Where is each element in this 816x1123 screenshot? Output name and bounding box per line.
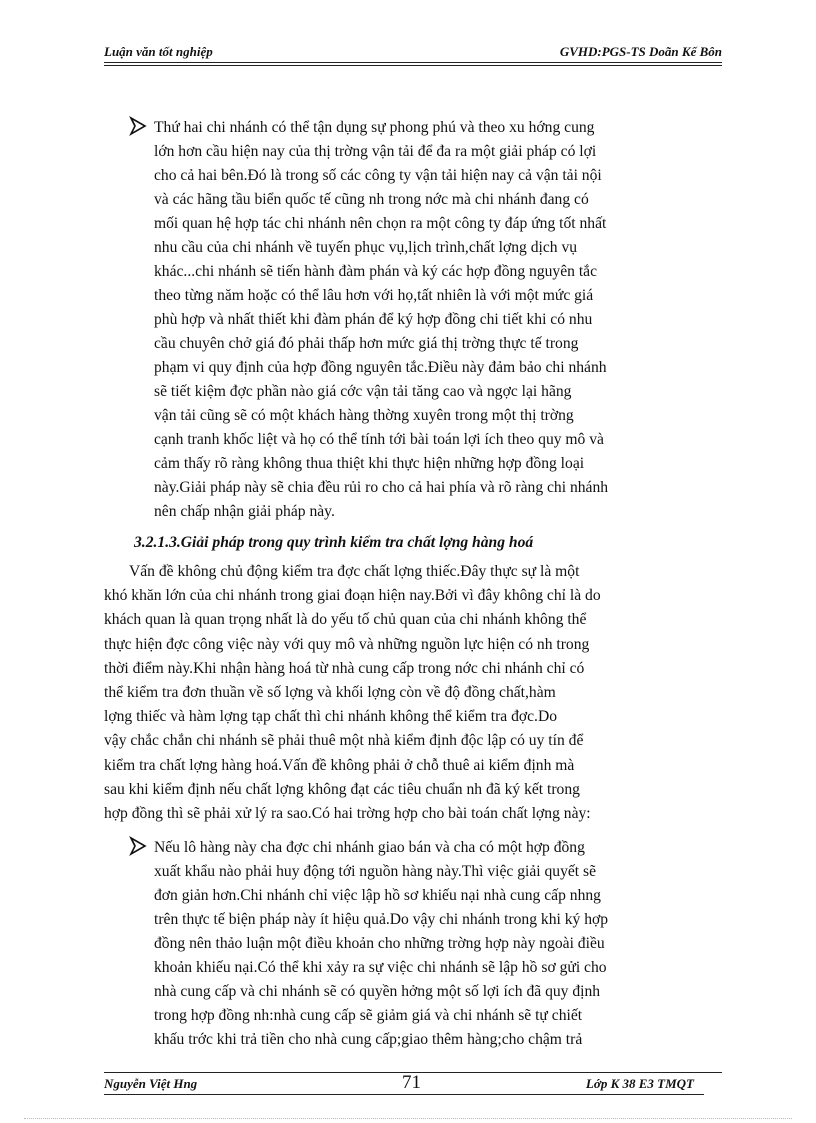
- text-line: trong hợp đồng nh:nhà cung cấp sẽ giảm giá và chi nhánh sẽ tự chiết: [154, 1007, 583, 1025]
- text-line: đồng nên thảo luận một điều khoản cho những trờng hợp này ngoài điều: [154, 935, 605, 953]
- text-line: cầu chuyên chở giá đó phải thấp hơn mức giá thị trờng thực tế trong: [154, 335, 579, 352]
- header-left-text: Luận văn tốt nghiệp: [104, 44, 213, 59]
- text-line: Thứ hai chi nhánh có thể tận dụng sự phong phú và theo xu hớng cung: [154, 119, 595, 136]
- text-line: khách quan là quan trọng nhất là do yếu tố chủ quan của chi nhánh không thể: [104, 611, 587, 629]
- text-line: mối quan hệ hợp tác chi nhánh nên chọn ra một công ty đáp ứng tốt nhất: [154, 215, 607, 232]
- text-line: cảm thấy rõ ràng không thua thiệt khi thực hiện những hợp đồng loại: [154, 455, 585, 472]
- text-line: nhu cầu của chi nhánh về tuyến phục vụ,lịch trình,chất lợng dịch vụ: [154, 239, 578, 256]
- text-line: khấu trớc khi trả tiền cho nhà cung cấp;giao thêm hàng;cho chậm trả: [154, 1031, 583, 1049]
- header-divider: [104, 62, 722, 63]
- text-line: này.Giải pháp này sẽ chia đều rủi ro cho cả hai phía và rõ ràng chi nhánh: [154, 479, 609, 496]
- page-number: 71: [402, 1072, 421, 1093]
- text-line: phù hợp và nhất thiết khi đàm phán để ký hợp đồng chi tiết khi có nhu: [154, 311, 593, 328]
- text-line: cạnh tranh khốc liệt và họ có thể tính tới bài toán lợi ích theo quy mô và: [154, 431, 604, 448]
- text-line: phạm vi quy định của hợp đồng nguyên tắc.Điều này đảm bảo chi nhánh: [154, 359, 607, 376]
- text-line: hợp đồng thì sẽ phải xử lý ra sao.Có hai trờng hợp cho bài toán chất lợng này:: [104, 805, 591, 823]
- text-line: khác...chi nhánh sẽ tiến hành đàm phán và ký các hợp đồng nguyên tắc: [154, 263, 597, 280]
- text-line: lớn hơn cầu hiện nay của thị trờng vận tải để đa ra một giải pháp có lợi: [154, 143, 597, 160]
- text-line: sẽ tiết kiệm đợc phần nào giá cớc vận tải tăng cao và ngợc lại hãng: [154, 383, 572, 400]
- header-divider-secondary: [104, 65, 722, 66]
- text-line: cho cả hai bên.Đó là trong số các công ty vận tải hiện nay cả vận tải nội: [154, 167, 602, 184]
- header-right-text: GVHD:PGS-TS Doãn Kế Bôn: [559, 44, 722, 59]
- footer-divider-secondary: [104, 1094, 704, 1095]
- section-heading: 3.2.1.3.Giải pháp trong quy trình kiểm tra chất lợng hàng hoá: [134, 534, 534, 551]
- arrow-bullet-icon: [129, 836, 147, 856]
- text-line: trên thực tế biện pháp này ít hiệu quả.Do vậy chi nhánh trong khi ký hợp: [154, 911, 609, 929]
- arrow-bullet-icon: [129, 116, 147, 136]
- text-line: nên chấp nhận giải pháp này.: [154, 503, 335, 520]
- footer-class: Lớp K 38 E3 TMQT: [585, 1076, 694, 1091]
- text-line: Nếu lô hàng này cha đợc chi nhánh giao bán và cha có một hợp đồng: [154, 839, 585, 857]
- text-line: lợng thiếc và hàm lợng tạp chất thì chi nhánh không thể kiểm tra đợc.Do: [104, 708, 558, 726]
- text-line: khó khăn lớn của chi nhánh trong giai đoạn hiện nay.Bởi vì đây không chỉ là do: [104, 587, 601, 605]
- text-line: thể kiểm tra đơn thuần về số lợng và khối lợng còn về độ đồng chất,hàm: [104, 684, 556, 702]
- text-line: nhà cung cấp và chi nhánh sẽ có quyền hởng một số lợi ích đã quy định: [154, 983, 601, 1001]
- text-line: Vấn đề không chủ động kiểm tra đợc chất lợng thiếc.Đây thực sự là một: [129, 563, 580, 580]
- footer-author: Nguyễn Việt Hng: [104, 1076, 198, 1091]
- page-content: [104, 116, 724, 1052]
- text-line: vận tải cũng sẽ có một khách hàng thờng xuyên trong một thị trờng: [154, 407, 574, 424]
- text-line: và các hãng tầu biển quốc tế cũng nh trong nớc mà chi nhánh đang có: [154, 191, 589, 208]
- text-line: thực hiện đợc công việc này với quy mô và những nguồn lực hiện có nh trong: [104, 635, 590, 653]
- text-line: vậy chắc chắn chi nhánh sẽ phải thuê một nhà kiểm định độc lập có uy tín để: [104, 732, 584, 750]
- page-edge-dotted-line: [24, 1118, 792, 1119]
- text-line: theo từng năm hoặc có thể lâu hơn với họ,tất nhiên là với một mức giá: [154, 287, 594, 304]
- text-line: xuất khẩu nào phải huy động tới nguồn hàng này.Thì việc giải quyết sẽ: [154, 863, 597, 881]
- text-line: sau khi kiểm định nếu chất lợng không đạt các tiêu chuẩn nh đã ký kết trong: [104, 780, 580, 798]
- text-line: kiểm tra chất lợng hàng hoá.Vấn đề không phải ở chỗ thuê ai kiểm định mà: [104, 756, 575, 774]
- body-paragraph: [104, 560, 724, 826]
- bullet-paragraph-1: [104, 116, 724, 524]
- page-footer: [104, 1072, 694, 1096]
- text-line: thời điểm này.Khi nhận hàng hoá từ nhà cung cấp trong nớc chi nhánh chỉ có: [104, 659, 585, 677]
- text-line: đơn giản hơn.Chi nhánh chỉ việc lập hồ sơ khiếu nại nhà cung cấp nhng: [154, 887, 601, 905]
- text-line: khoản khiếu nại.Có thể khi xảy ra sự việc chi nhánh sẽ lập hồ sơ gửi cho: [154, 959, 607, 977]
- bullet-paragraph-2: [104, 836, 724, 1052]
- page-header: [104, 44, 722, 62]
